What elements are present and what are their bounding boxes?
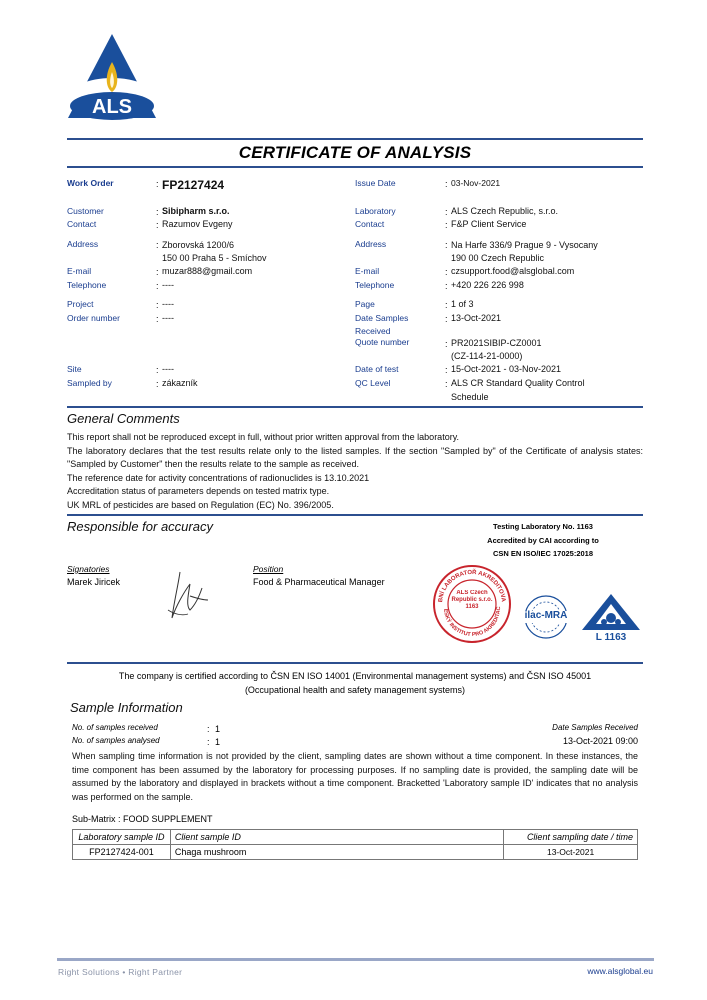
samples-received-value: 1 [215, 724, 221, 734]
samples-table [72, 829, 638, 860]
site-value: ---- [162, 364, 174, 374]
colon: : [156, 207, 159, 217]
colon: : [156, 379, 159, 389]
sampling-date-header: Client sampling date / time [504, 830, 638, 845]
quote-number-value-2: (CZ-114-21-0000) [451, 351, 523, 361]
sampling-note: When sampling time information is not provided by the client, sampling dates are shown without a time component. In these instances, the time component has been assumed by the laboratory for processing purposes. If no sampling date is provided, the sampling date will be assumed by the laboratory and displayed in brackets without a time component. Bracketted 'Laboratory sample ID' indicates that no analysis was performed on the sample. [72, 751, 638, 802]
title-bottom-rule [67, 166, 643, 168]
lab-telephone-label: Telephone [355, 280, 395, 290]
accreditation-block [458, 520, 628, 561]
colon: : [156, 314, 159, 324]
colon: : [156, 300, 159, 310]
colon: : [207, 724, 210, 734]
colon: : [445, 179, 448, 189]
comment-line: The reference date for activity concentrations of radionuclides is 13.10.2021 [67, 472, 370, 483]
stamp-lab-name: ALS Czech Republic s.r.o. [451, 590, 493, 603]
lab-sample-id-cell: FP2127424-001 [73, 845, 171, 860]
colon: : [156, 179, 159, 189]
address-line-1: Zborovská 1200/6 [162, 240, 235, 250]
colon: : [156, 365, 159, 375]
page-label: Page [355, 299, 375, 309]
address-line-2: 150 00 Praha 5 - Smíchov [162, 253, 267, 263]
footer-tagline: Right Solutions • Right Partner [58, 967, 183, 977]
certification-line-1: The company is certified according to ČSN EN ISO 14001 (Environmental management systems) and ČSN ISO 45001 [118, 671, 592, 681]
title-top-rule [67, 138, 643, 140]
sample-information-title: Sample Information [70, 700, 183, 715]
order-number-value: ---- [162, 313, 174, 323]
comment-line: This report shall not be reproduced except in full, without prior written approval from the laboratory. [67, 432, 460, 442]
comment-line: Accreditation status of parameters depends on tested matrix type. [67, 486, 330, 497]
general-comments-body [67, 431, 643, 513]
responsible-top-rule [67, 514, 643, 516]
sampling-date-cell: 13-Oct-2021 [504, 845, 638, 860]
sampled-by-label: Sampled by [67, 378, 112, 388]
colon: : [445, 220, 448, 230]
table-header-row [73, 830, 638, 845]
issue-date-label: Issue Date [355, 178, 396, 188]
responsible-title: Responsible for accuracy [67, 519, 213, 534]
accreditation-line: Accredited by CAI according to [487, 535, 599, 545]
colon: : [445, 339, 448, 349]
general-comments-title: General Comments [67, 411, 180, 426]
submatrix-label: Sub-Matrix : FOOD SUPPLEMENT [72, 814, 213, 824]
date-samples-label-2: Received [355, 326, 391, 336]
lab-address-line-1: Na Harfe 336/9 Prague 9 - Vysocany [451, 240, 598, 250]
order-number-label: Order number [67, 313, 120, 323]
signatory-name: Marek Jiricek [67, 577, 121, 587]
colon: : [156, 240, 159, 250]
page-value: 1 of 3 [451, 299, 474, 309]
client-sample-id-header: Client sample ID [170, 830, 503, 845]
date-of-test-value: 15-Oct-2021 - 03-Nov-2021 [451, 364, 562, 374]
qc-level-label: QC Level [355, 378, 391, 388]
stamp-ring-top: BNÍ LABORATOŘ AKREDITOVA [437, 569, 506, 603]
work-order-label: Work Order [67, 178, 114, 188]
issue-date-value: 03-Nov-2021 [451, 178, 501, 188]
date-samples-value: 13-Oct-2021 [451, 313, 502, 323]
qc-level-value-2: Schedule [451, 392, 489, 402]
colon: : [445, 314, 448, 324]
logo-text: ALS [92, 96, 132, 118]
colon: : [445, 365, 448, 375]
signatories-label: Signatories [67, 564, 110, 574]
als-logo [64, 32, 160, 122]
laboratory-label: Laboratory [355, 206, 396, 216]
colon: : [445, 240, 448, 250]
position-label: Position [253, 564, 284, 574]
lab-sample-id-header: Laboratory sample ID [73, 830, 171, 845]
address-label: Address [67, 239, 99, 249]
lab-address-label: Address [355, 239, 387, 249]
accreditation-line: CSN EN ISO/IEC 17025:2018 [492, 549, 594, 558]
date-received-value: 13-Oct-2021 09:00 [562, 736, 638, 746]
customer-label: Customer [67, 206, 104, 216]
qc-level-value: ALS CR Standard Quality Control [451, 378, 585, 388]
cai-number: L 1163 [595, 632, 627, 643]
colon: : [445, 267, 448, 277]
date-received-label: Date Samples Received [552, 723, 638, 732]
comments-top-rule [67, 406, 643, 408]
client-sample-id-cell: Chaga mushroom [170, 845, 503, 860]
lab-contact-value: F&P Client Service [451, 219, 527, 229]
stamp-ring-bottom: ESKÝ INSTITUT PRO AKREDITAC [441, 606, 503, 639]
cai-logo [580, 592, 642, 652]
table-row [73, 845, 638, 860]
position-value: Food & Pharmaceutical Manager [253, 577, 385, 587]
colon: : [156, 220, 159, 230]
lab-contact-label: Contact [355, 219, 385, 229]
comment-line: The laboratory declares that the test results relate only to the listed samples. If the section "Sampled by" of the Certificate of analysis states: "Sampled by Customer" then the results relate to the sample as received. [67, 445, 643, 470]
work-order-value: FP2127424 [162, 178, 225, 192]
colon: : [445, 379, 448, 389]
email-label: E-mail [67, 266, 92, 276]
samples-analysed-value: 1 [215, 737, 221, 747]
project-label: Project [67, 299, 94, 309]
colon: : [156, 267, 159, 277]
samples-received-label: No. of samples received [72, 723, 158, 732]
colon: : [445, 281, 448, 291]
sampled-by-value: zákazník [162, 378, 198, 388]
colon: : [445, 207, 448, 217]
footer-website-link[interactable]: www.alsglobal.eu [587, 966, 653, 976]
colon: : [445, 300, 448, 310]
comment-line: UK MRL of pesticides are based on Regulation (EC) No. 396/2005. [67, 499, 334, 510]
accreditation-line: Testing Laboratory No. 1163 [493, 522, 593, 531]
lab-address-line-2: 190 00 Czech Republic [451, 253, 545, 263]
ilac-mra-logo [518, 594, 574, 640]
stamp-number: 1163 [465, 604, 479, 610]
site-label: Site [67, 364, 82, 374]
certificate-title: CERTIFICATE OF ANALYSIS [238, 143, 472, 162]
laboratory-value: ALS Czech Republic, s.r.o. [451, 206, 559, 216]
footer-rule [57, 958, 654, 961]
colon: : [207, 737, 210, 747]
project-value: ---- [162, 299, 174, 309]
contact-value: Razumov Evgeny [162, 219, 233, 229]
email-value: muzar888@gmail.com [162, 266, 253, 276]
lab-telephone-value: +420 226 226 998 [451, 280, 524, 290]
customer-value: Sibipharm s.r.o. [162, 206, 230, 216]
telephone-value: ---- [162, 280, 174, 290]
colon: : [156, 281, 159, 291]
signature [160, 566, 220, 626]
certification-note [67, 670, 643, 697]
lab-email-value: czsupport.food@alsglobal.com [451, 266, 575, 276]
telephone-label: Telephone [67, 280, 107, 290]
date-samples-label: Date Samples [355, 313, 409, 323]
quote-number-label: Quote number [355, 337, 410, 347]
ilac-text: ilac-MRA [524, 610, 568, 621]
certification-line-2: (Occupational health and safety management systems) [244, 684, 466, 695]
contact-label: Contact [67, 219, 97, 229]
lab-email-label: E-mail [355, 266, 380, 276]
samples-analysed-label: No. of samples analysed [72, 736, 160, 745]
date-of-test-label: Date of test [355, 364, 399, 374]
lab-accreditation-stamp [432, 564, 512, 644]
quote-number-value: PR2021SIBIP-CZ0001 [451, 338, 542, 348]
certification-top-rule [67, 662, 643, 664]
